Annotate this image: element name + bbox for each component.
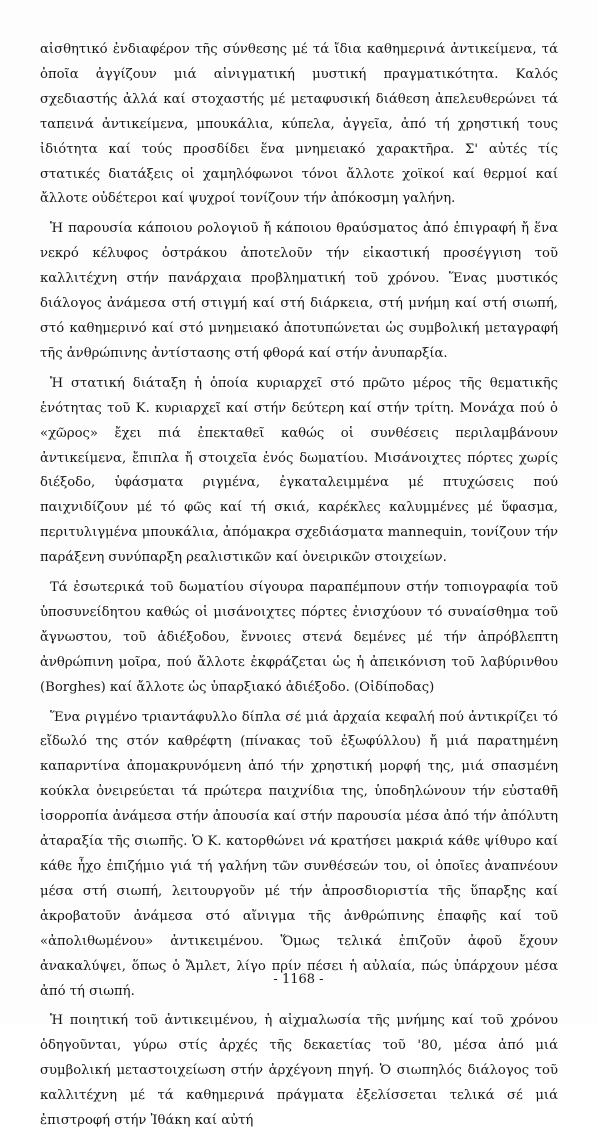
paragraph-1: αἰσθητικό ἐνδιαφέρον τῆς σύνθεσης μέ τά ἴδια καθημερινά ἀντικείμενα, τά ὁποῖα ἀγγίζουν μιά αἰνιγματική μυστική πραγματικότητα. Καλός σχεδιαστής ἀλλά καί στοχαστής μέ μεταφυσική διάθεση ἀπελευθερώνει τά ταπεινά ἀντικείμενα, μπουκάλια, κύπελα, ἀγγεῖα, ἀπό τή χρηστική τους ἰδιότητα καί τούς προσδίδει ἕνα μνημειακό χαρακτῆρα. Σ' αὐτές τίς στατικές διατάξεις οἱ χαμηλόφωνοι τόνοι ἄλλοτε χοϊκοί καί θερμοί καί ἄλλοτε οὐδέτεροι καί ψυχροί τονίζουν τήν ἀπόκοσμη γαλήνη. <box>40 42 558 207</box>
page-number: - 1168 - <box>273 972 324 987</box>
paragraph-6: Ἡ ποιητική τοῦ ἀντικειμένου, ἡ αἰχμαλωσία τῆς μνήμης καί τοῦ χρόνου ὁδηγοῦνται, γύρω στίς ἀρχές τῆς δεκαετίας τοῦ '80, μέσα ἀπό μιά συμβολική μεταστοιχείωση στήν ἀρχέγονη πηγή. Ὁ σιωπηλός διάλογος τοῦ καλλιτέχνη μέ τά καθημερινά πράγματα ἐξελίσσεται τελικά σέ μιά ἐπιστροφή στήν Ἰθάκη καί αὐτή <box>40 1013 558 1129</box>
paragraph-3: Ἡ στατική διάταξη ἡ ὁποία κυριαρχεῖ στό πρῶτο μέρος τῆς θεματικῆς ἑνότητας τοῦ Κ. κυριαρχεῖ καί στήν δεύτερη καί στήν τρίτη. Μονάχα πού ὁ «χῶρος» ἔχει πιά ἐπεκταθεῖ καθώς οἱ συνθέσεις περιλαμβάνουν ἀντικείμενα, ἔπιπλα ἤ στοιχεῖα ἑνός δωματίου. Μισάνοιχτες πόρτες χωρίς διέξοδο, ὑφάσματα ριγμένα, ἐγκαταλειμμένα μέ πτυχώσεις πού παιχνιδίζουν μέ τό φῶς καί τή σκιά, καρέκλες καλυμμένες μέ ὕφασμα, περιτυλιγμένα μπουκάλια, ἀπόμακρα σχεδιάσματα mannequin, τονίζουν τήν παράξενη συνύπαρξη ρεαλιστικῶν καί ὀνειρικῶν στοιχείων. <box>40 375 558 566</box>
paragraph-5: Ἕνα ριγμένο τριαντάφυλλο δίπλα σέ μιά ἀρχαία κεφαλή πού ἀντικρίζει τό εἴδωλό της στόν καθρέφτη (πίνακας τοῦ ἐξωφύλλου) ἤ μιά παρατημένη καπαρντίνα ἀπομακρυνόμενη ἀπό τήν χρηστική μορφή της, μιά σπασμένη κούκλα ὀνειρεύεται τά πρώτερα παιχνίδια της, ὑποδηλώνουν τήν εὐσταθῆ ἰσορροπία ἀνάμεσα στήν ἀπουσία καί στήν παρουσία μέσα ἀπό τήν ἀπόλυτη ἀταραξία τῆς σιωπῆς. Ὁ Κ. κατορθώνει νά κρατήσει μακριά κάθε ψίθυρο καί κάθε ἦχο ἐπιζήμιο γιά τή γαλήνη τῶν συνθέσεών του, οἱ ὁποῖες ἀναπνέουν μέσα στή σιωπή, λειτουργοῦν μέ τήν ἀπροσδιοριστία τῆς ὕπαρξης καί ἀκροβατοῦν ἀνάμεσα στό αἴνιγμα τῆς ἀνθρώπινης ἐπαφῆς καί τοῦ «ἀπολιθωμένου» ἀντικειμένου. Ὅμως τελικά ἐπιζοῦν ἀφοῦ ἔχουν ἀνακαλύψει, ὅπως ὁ Ἄμλετ, λίγο πρίν πέσει ἡ αὐλαία, πώς ὑπάρχουν μέσα ἀπό τή σιωπή. <box>40 709 558 999</box>
paragraph-2: Ἡ παρουσία κάποιου ρολογιοῦ ἤ κάποιου θραύσματος ἀπό ἐπιγραφή ἤ ἕνα νεκρό κέλυφος ὀστράκου ἀποτελοῦν τήν εἰκαστική προσέγγιση τοῦ καλλιτέχνη στήν πανάρχαια προβληματική τοῦ χρόνου. Ἕνας μυστικός διάλογος ἀνάμεσα στή στιγμή καί στή διάρκεια, στή μνήμη καί στή σιωπή, στό καθημερινό καί στό μνημειακό ἀποτυπώνεται ὡς συμβολική μεταγραφή τῆς ἀνθρώπινης ἀντίστασης στή φθορά καί στήν ἀνυπαρξία. <box>40 221 558 361</box>
paragraph-4: Τά ἐσωτερικά τοῦ δωματίου σίγουρα παραπέμπουν στήν τοπιογραφία τοῦ ὑποσυνείδητου καθώς οἱ μισάνοιχτες πόρτες ἐνισχύουν τό συναίσθημα τοῦ ἄγνωστου, τοῦ ἀδιέξοδου, ἔννοιες στενά δεμένες μέ τήν ἀπρόβλεπτη ἀνθρώπινη μοῖρα, πού ἄλλοτε ἐκφράζεται ὡς ἡ ἀπεικόνιση τοῦ λαβύρινθου (Borghes) καί ἄλλοτε ὡς ὑπαρξιακό ἀδιέξοδο. (Οἰδίποδας) <box>40 580 558 695</box>
